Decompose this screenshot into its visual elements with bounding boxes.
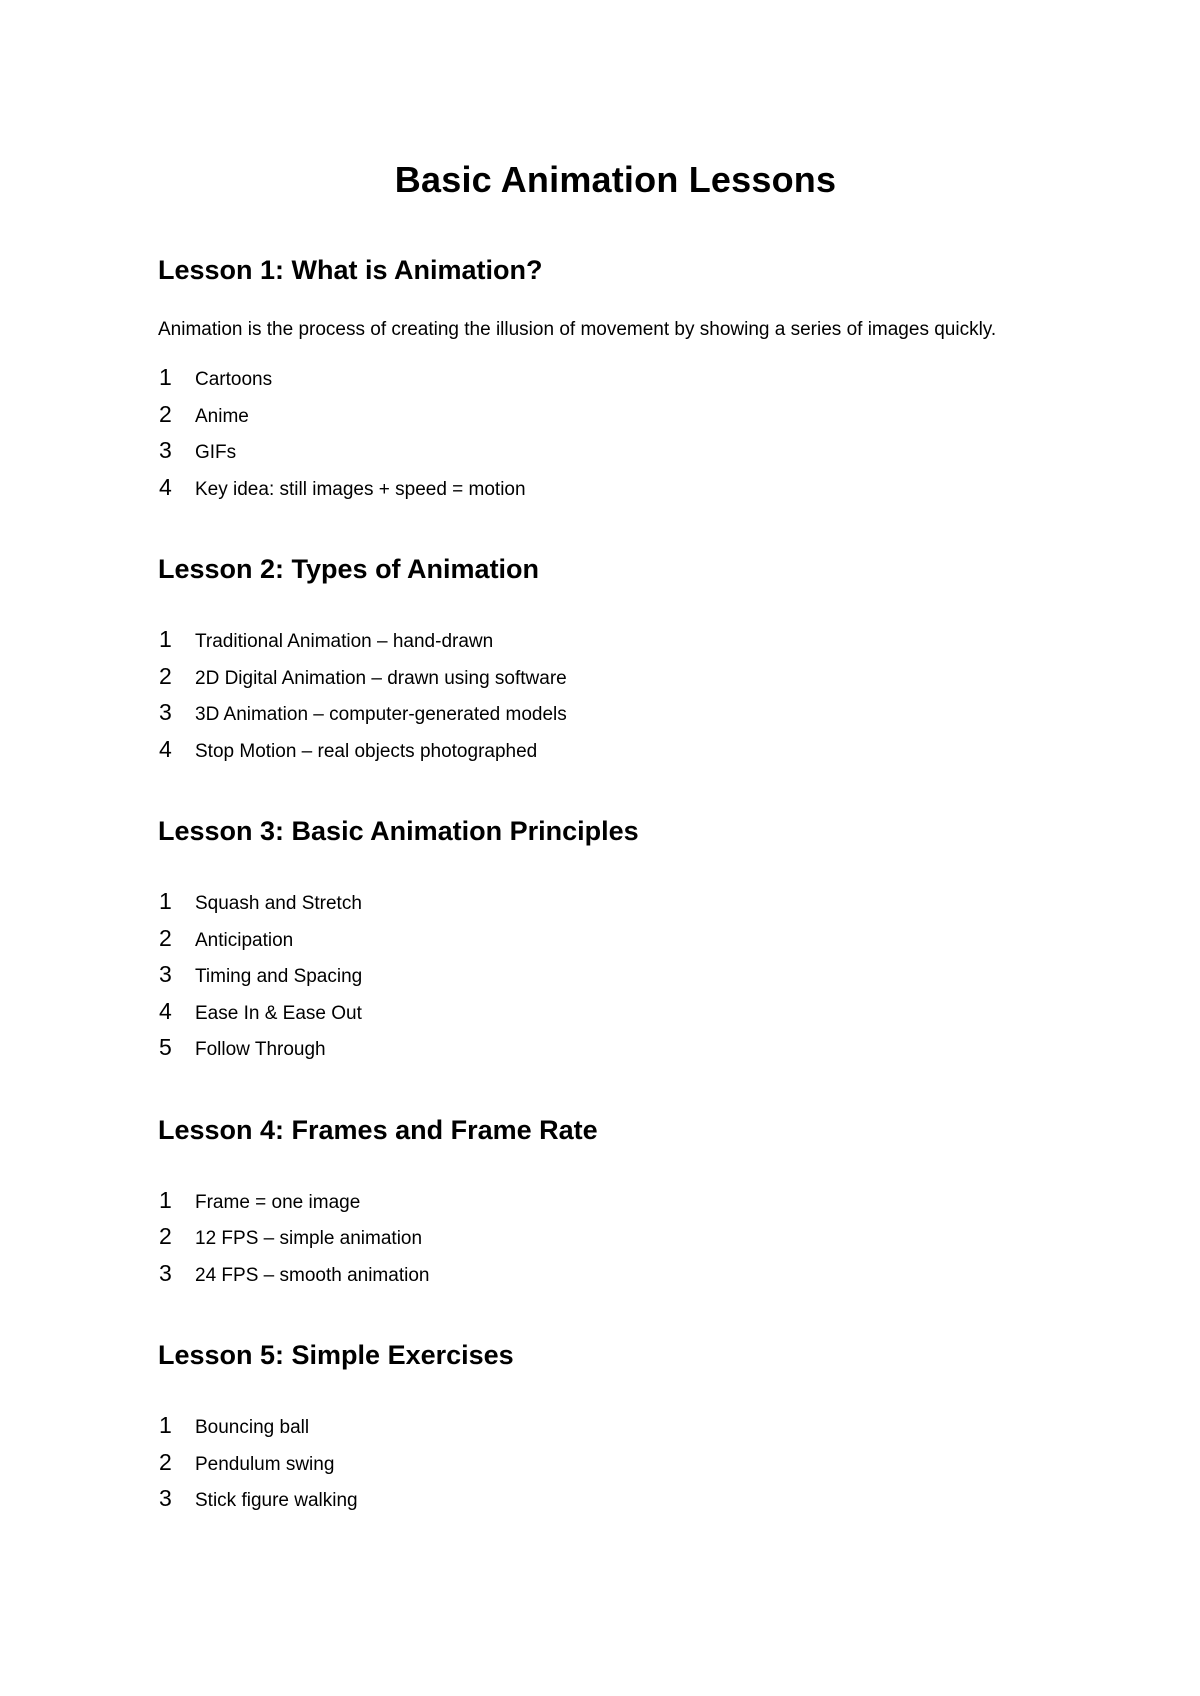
list-item-text: Follow Through [195,1039,326,1060]
list-item-text: Anticipation [195,929,294,951]
list-item [158,883,1038,920]
list-item-number: 4 [159,997,172,1024]
list-item-number: 1 [159,1412,172,1438]
lesson-section [158,1112,1038,1292]
list-item-text: Timing and Spacing [195,966,363,987]
list-item [158,396,1038,433]
list-item [158,1407,1038,1444]
list-item-text: Anime [195,405,249,427]
list-item [158,920,1038,957]
list-item [158,1444,1038,1481]
list-item-text: 24 FPS – smooth animation [195,1264,430,1286]
list-item [158,731,1038,768]
list-item-number: 1 [159,1186,172,1213]
lesson-item-list [158,621,1038,767]
list-item-number: 1 [159,364,172,390]
list-item-number: 3 [159,1485,172,1511]
list-item-number: 4 [159,735,172,762]
document-page [158,150,1038,1563]
list-item [158,694,1038,731]
list-item [158,359,1038,396]
list-item-text: Stop Motion – real objects photographed [195,740,538,762]
list-item-text: Stick figure walking [195,1490,358,1511]
list-item-text: Cartoons [195,369,273,390]
list-item [158,621,1038,658]
lesson-item-list [158,359,1038,505]
list-item-text: 2D Digital Animation – drawn using software [195,667,567,689]
list-item [158,658,1038,695]
list-item [158,1480,1038,1517]
list-item-number: 4 [159,473,172,500]
list-item-number: 2 [159,400,172,427]
list-item-text: Squash and Stretch [195,893,362,914]
list-item-text: Bouncing ball [195,1417,310,1438]
list-item-text: 3D Animation – computer-generated models [195,704,567,725]
lesson-heading: Lesson 2: Types of Animation [158,554,540,584]
list-item [158,1182,1038,1219]
list-item-text: GIFs [195,442,237,463]
lesson-heading: Lesson 5: Simple Exercises [158,1340,514,1370]
list-item-number: 2 [159,1448,172,1475]
list-item [158,1218,1038,1255]
list-item [158,1255,1038,1292]
lesson-heading: Lesson 1: What is Animation? [158,255,543,285]
lesson-paragraph: Animation is the process of creating the illusion of movement by showing a series of images quickly. [158,319,997,340]
lesson-section [158,1337,1038,1517]
lesson-heading: Lesson 3: Basic Animation Principles [158,816,639,846]
list-item-number: 2 [159,924,172,951]
lesson-item-list [158,883,1038,1066]
list-item-number: 2 [159,662,172,689]
document-title: Basic Animation Lessons [394,159,837,200]
list-item [158,469,1038,506]
list-item-number: 3 [159,699,172,725]
list-item-number: 2 [159,1223,172,1249]
lesson-heading: Lesson 4: Frames and Frame Rate [158,1114,598,1145]
list-item [158,432,1038,469]
list-item-text: 12 FPS – simple animation [195,1228,423,1249]
list-item-number: 1 [159,888,172,914]
list-item-text: Pendulum swing [195,1453,335,1475]
lesson-section [158,813,1038,1066]
list-item-number: 3 [159,437,172,463]
list-item-number: 3 [159,1259,172,1286]
list-item [158,993,1038,1030]
list-item [158,1029,1038,1066]
lesson-item-list [158,1407,1038,1517]
list-item [158,956,1038,993]
list-item-text: Ease In & Ease Out [195,1002,362,1024]
lesson-section [158,551,1038,767]
lesson-sections [158,252,1038,1517]
lesson-section [158,252,1038,505]
list-item-text: Key idea: still images + speed = motion [195,478,526,500]
list-item-number: 1 [159,626,172,652]
list-item-text: Traditional Animation – hand-drawn [195,631,494,652]
lesson-item-list [158,1182,1038,1292]
list-item-number: 5 [159,1034,172,1060]
list-item-text: Frame = one image [195,1191,361,1213]
list-item-number: 3 [159,961,172,987]
